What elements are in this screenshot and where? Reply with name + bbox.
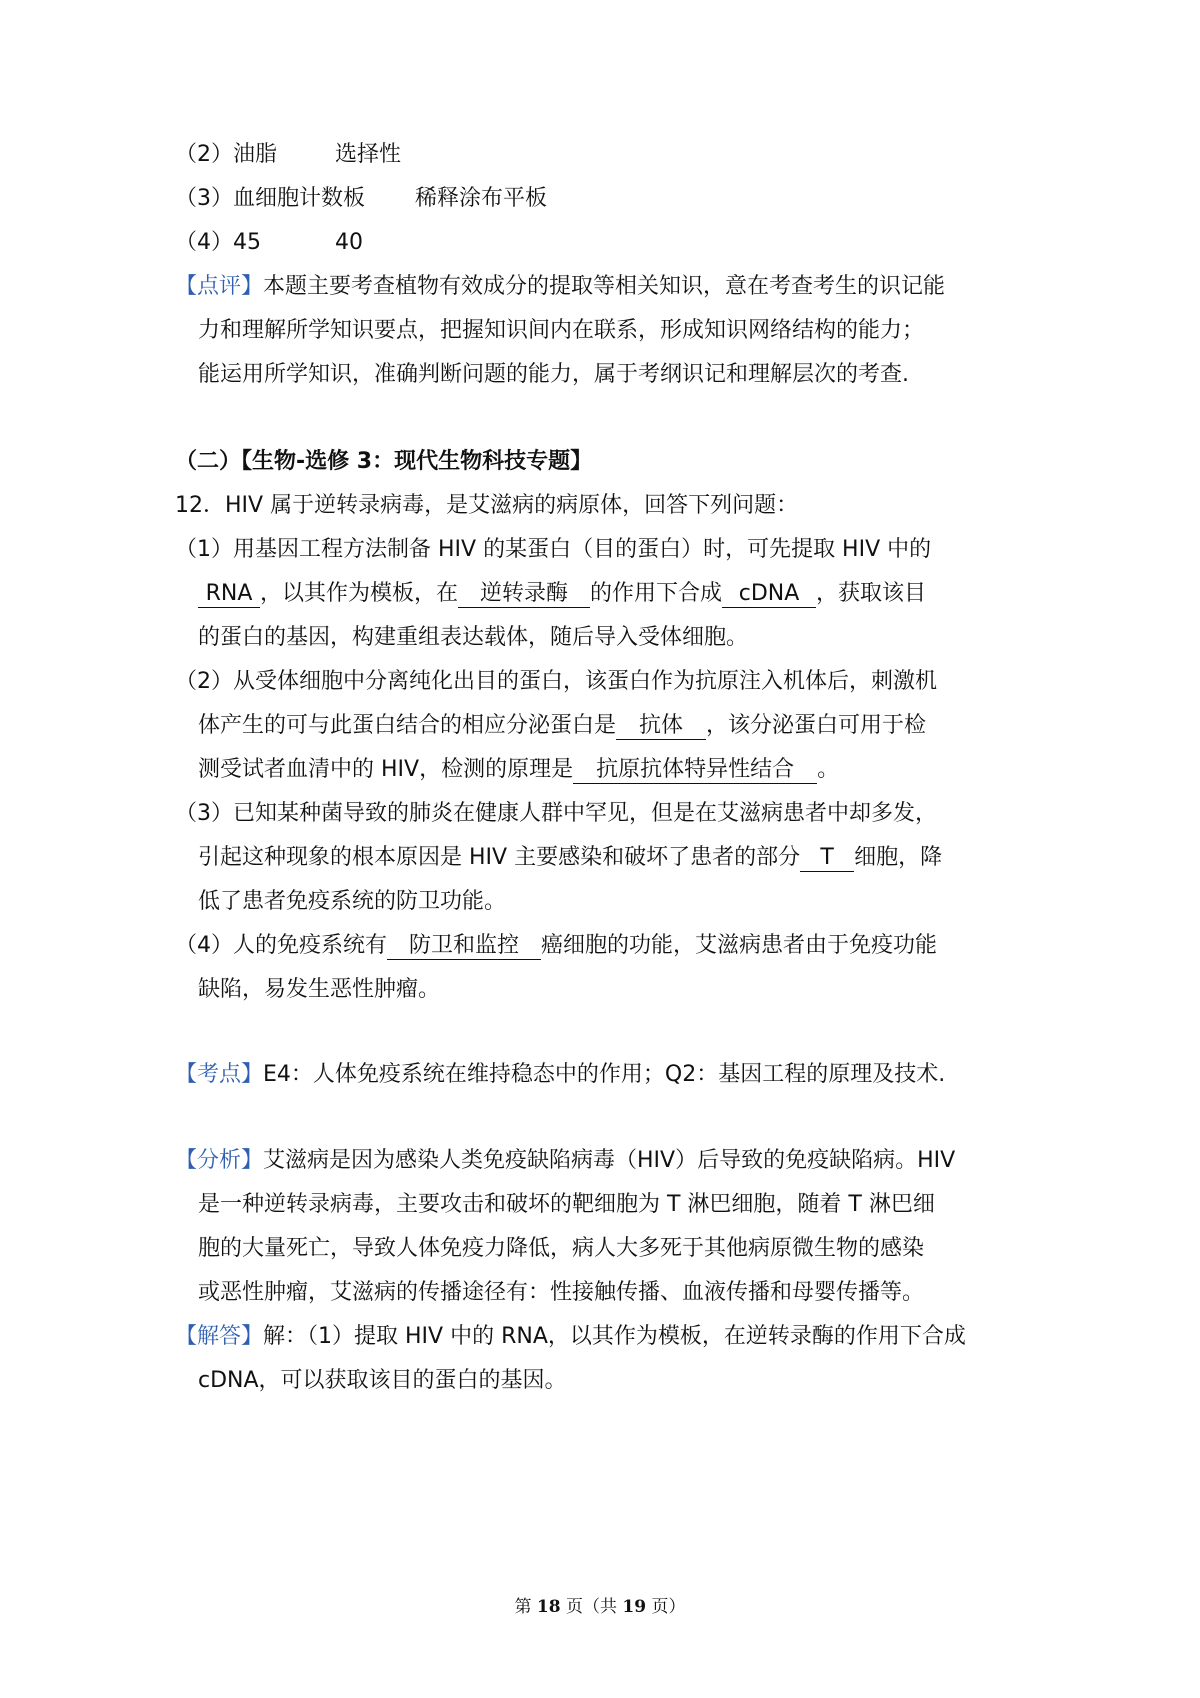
comment-line-2: 力和理解所学知识要点，把握知识间内在联系，形成知识网络结构的能力；: [198, 318, 925, 343]
q4-line-1: （4）人的免疫系统有 防卫和监控 癌细胞的功能，艾滋病患者由于免疫功能: [175, 933, 938, 958]
q1-line-1: （1）用基因工程方法制备 HIV 的某蛋白（目的蛋白）时，可先提取 HIV 中的: [175, 537, 932, 562]
jieda-line-1: 【解答】解：（1）提取 HIV 中的 RNA，以其作为模板，在逆转录酶的作用下合成: [175, 1324, 966, 1349]
comment-line-1: 【点评】本题主要考查植物有效成分的提取等相关知识，意在考查考生的识记能: [175, 274, 946, 299]
fenxi-line-2: 是一种逆转录病毒，主要攻击和破坏的靶细胞为 T 淋巴细胞，随着 T 淋巴细: [198, 1192, 935, 1217]
jieda-tag: 【解答】: [175, 1324, 264, 1349]
kaodian-line: 【考点】E4：人体免疫系统在维持稳态中的作用；Q2：基因工程的原理及技术.: [175, 1062, 946, 1087]
question-stem: 12．HIV 属于逆转录病毒，是艾滋病的病原体，回答下列问题：: [175, 493, 799, 518]
kaodian-tag: 【考点】: [175, 1062, 264, 1087]
q2-blank-1: 抗体: [616, 713, 706, 740]
q4-blank-1: 防卫和监控: [387, 933, 541, 960]
q1-blank-3: cDNA: [722, 581, 816, 608]
comment-tag: 【点评】: [175, 274, 264, 299]
q3-blank-1: T: [800, 845, 854, 872]
q1-blank-1: RNA: [198, 581, 260, 608]
comment-line-3: 能运用所学知识，准确判断问题的能力，属于考纲识记和理解层次的考查.: [198, 362, 909, 387]
answer-3-value-2: 稀释涂布平板: [415, 186, 548, 211]
q1-blank-2: 逆转录酶: [458, 581, 590, 608]
q2-line-1: （2）从受体细胞中分离纯化出目的蛋白，该蛋白作为抗原注入机体后，刺激机: [175, 669, 937, 694]
answer-2-value-2: 选择性: [335, 142, 402, 167]
q2-blank-2: 抗原抗体特异性结合: [573, 757, 817, 784]
fenxi-line-1: 【分析】艾滋病是因为感染人类免疫缺陷病毒（HIV）后导致的免疫缺陷病。HIV: [175, 1148, 956, 1173]
answer-4-value-2: 40: [335, 230, 363, 255]
q3-line-3: 低了患者免疫系统的防卫功能。: [198, 889, 507, 914]
q2-line-3: 测受试者血清中的 HIV，检测的原理是 抗原抗体特异性结合 。: [198, 757, 840, 782]
q1-line-2: RNA ，以其作为模板，在 逆转录酶 的作用下合成 cDNA ，获取该目: [198, 579, 926, 609]
q4-line-2: 缺陷，易发生恶性肿瘤。: [198, 977, 441, 1002]
answer-2: （2）油脂: [175, 142, 278, 167]
fenxi-tag: 【分析】: [175, 1148, 264, 1173]
q1-line-3: 的蛋白的基因，构建重组表达载体，随后导入受体细胞。: [198, 625, 749, 650]
fenxi-line-4: 或恶性肿瘤，艾滋病的传播途径有：性接触传播、血液传播和母婴传播等。: [198, 1280, 925, 1305]
q3-line-1: （3）已知某种菌导致的肺炎在健康人群中罕见，但是在艾滋病患者中却多发，: [175, 801, 937, 826]
q3-line-2: 引起这种现象的根本原因是 HIV 主要感染和破坏了患者的部分 T 细胞，降: [198, 845, 943, 870]
page-number: 18: [536, 1597, 561, 1617]
q2-line-2: 体产生的可与此蛋白结合的相应分泌蛋白是 抗体 ，该分泌蛋白可用于检: [198, 713, 927, 738]
fenxi-line-3: 胞的大量死亡，导致人体免疫力降低，病人大多死于其他病原微生物的感染: [198, 1236, 925, 1261]
answer-3: （3）血细胞计数板: [175, 186, 366, 211]
page-total: 19: [622, 1597, 647, 1617]
jieda-line-2: cDNA，可以获取该目的蛋白的基因。: [198, 1368, 567, 1393]
section-heading: （二）【生物-选修 3：现代生物科技专题】: [175, 449, 593, 474]
page-footer: 第 18 页（共 19 页）: [514, 1597, 686, 1617]
answer-4: （4）45: [175, 230, 261, 255]
